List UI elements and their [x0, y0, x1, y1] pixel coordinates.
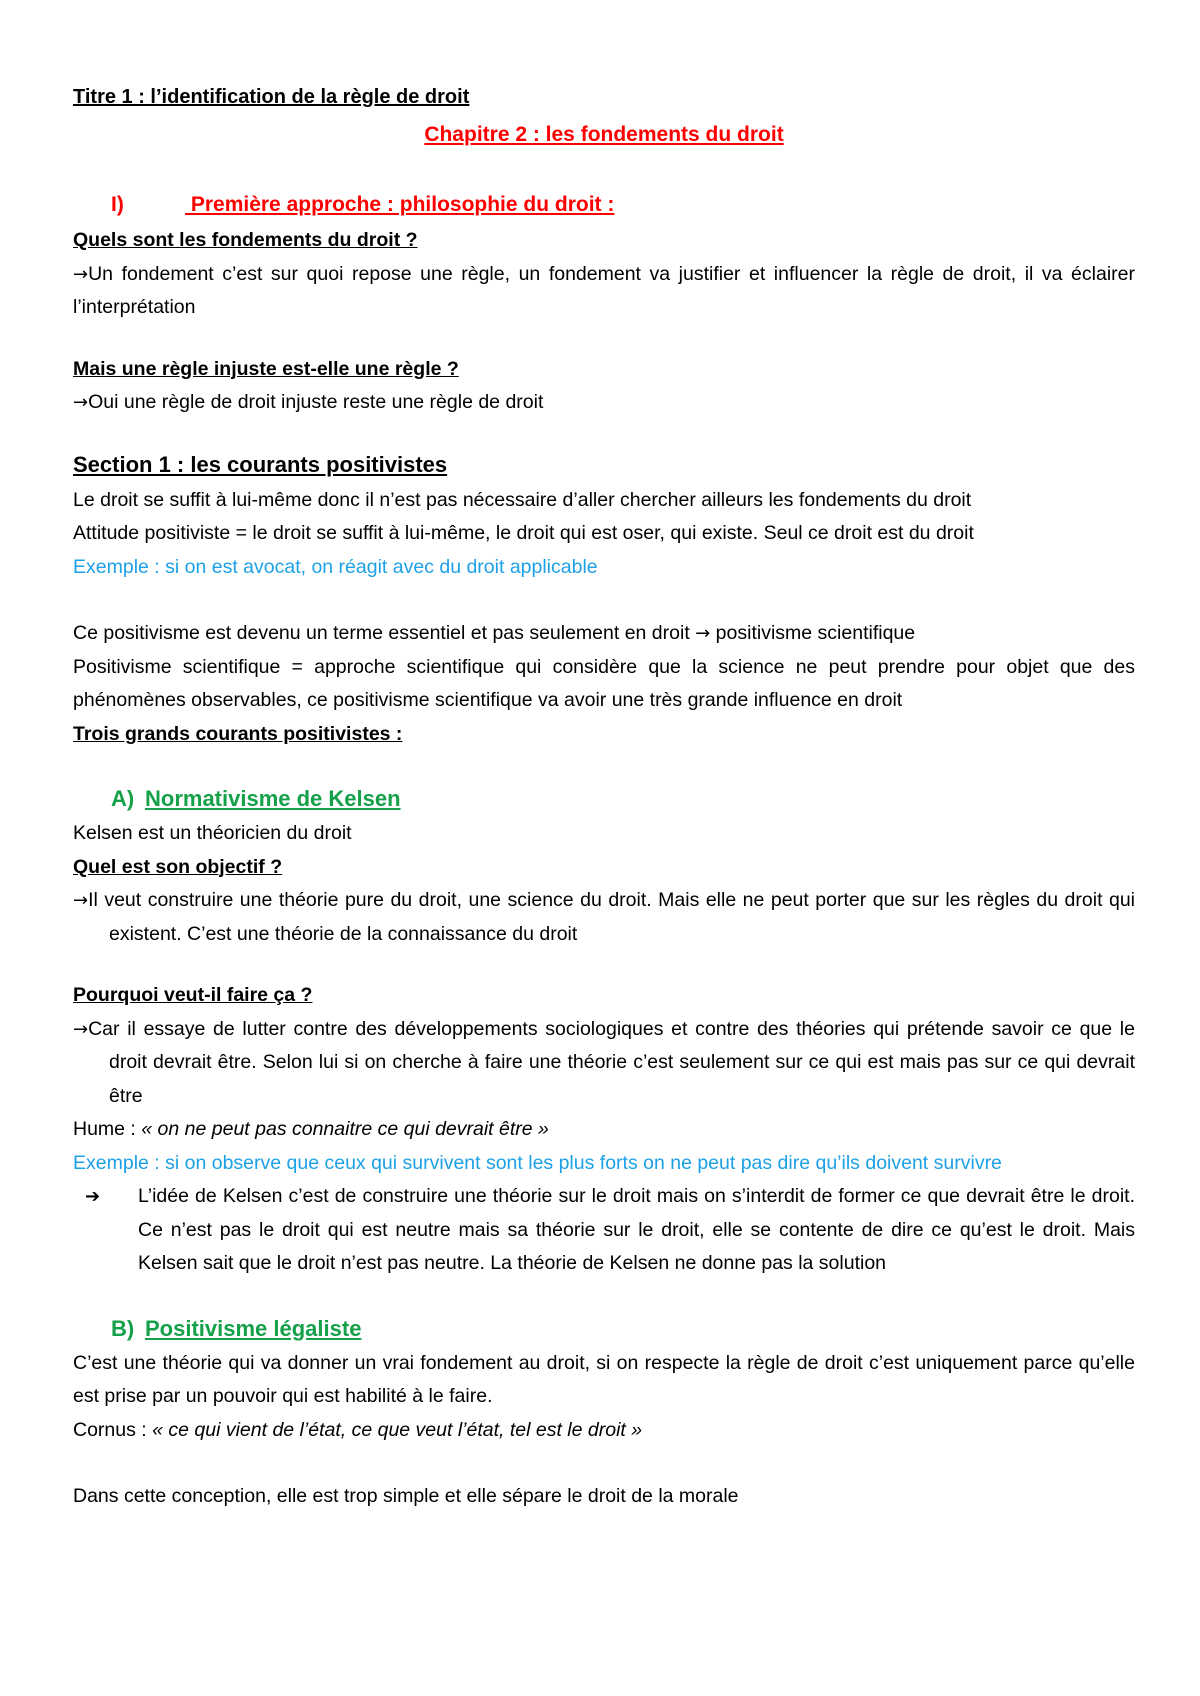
- subsection-number: A): [111, 786, 135, 811]
- subsection-number: B): [111, 1315, 135, 1341]
- paragraph: Dans cette conception, elle est trop simple et elle sépare le droit de la morale: [73, 1485, 739, 1507]
- answer-objectif-text: Il veut construire une théorie pure du droit, une science du droit. Mais elle ne peut porter que sur les règles du droit qui existent. C’est une théorie de la connaissance du droit: [88, 889, 1135, 945]
- subsection-heading-a: [73, 781, 1135, 817]
- question-pourquoi: Pourquoi veut-il faire ça ?: [73, 984, 313, 1006]
- answer-regle-injuste-text: Oui une règle de droit injuste reste une règle de droit: [88, 391, 544, 413]
- question-fondements: Quels sont les fondements du droit ?: [73, 229, 418, 251]
- subheading-trois-courants: Trois grands courants positivistes :: [73, 722, 403, 745]
- subsection-title: Positivisme légaliste: [145, 1315, 362, 1341]
- document-title: Titre 1 : l’identification de la règle de droit: [73, 86, 470, 108]
- paragraph: Le droit se suffit à lui-même donc il n’est pas nécessaire d’aller chercher ailleurs les fondements du droit: [73, 488, 972, 511]
- paragraph-part: positivisme scientifique: [710, 622, 916, 644]
- part-number: I): [111, 193, 124, 216]
- answer-pourquoi-text: Car il essaye de lutter contre des développements sociologiques et contre des théories qui prétende savoir ce que le droit devrait être. Selon lui si on cherche à faire une théorie c’est seulement sur ce qui est mais pas sur ce qui devrait être: [88, 1017, 1135, 1107]
- subsection-title: Normativisme de Kelsen: [145, 786, 401, 811]
- quote-text: « ce qui vient de l’état, ce que veut l’état, tel est le droit »: [152, 1418, 643, 1441]
- paragraph: Attitude positiviste = le droit se suffit à lui-même, le droit qui est oser, qui existe. Seul ce droit est du droit: [73, 522, 974, 544]
- chapter-heading: Chapitre 2 : les fondements du droit: [424, 123, 784, 146]
- hume-quote: [73, 1113, 1135, 1147]
- question-regle-injuste: Mais une règle injuste est-elle une règle ?: [73, 357, 459, 380]
- quote-author: Hume :: [73, 1118, 142, 1140]
- paragraph: Kelsen est un théoricien du droit: [73, 822, 352, 844]
- bullet-text: L’idée de Kelsen c’est de construire une théorie sur le droit mais on s’interdit de former ce que devrait être le droit. Ce n’est pas le droit qui est neutre mais sa théorie sur le droit, elle se contente de dire ce qu’est le droit. Mais Kelsen sait que le droit n’est pas neutre. La théorie de Kelsen ne donne pas la solution: [138, 1185, 1135, 1274]
- question-objectif: Quel est son objectif ?: [73, 855, 283, 878]
- paragraph-part: Ce positivisme est devenu un terme essentiel et pas seulement en droit: [73, 622, 696, 644]
- paragraph: Positivisme scientifique = approche scientifique qui considère que la science ne peut prendre pour objet que des phénomènes observables, ce positivisme scientifique va avoir une très grande influence en droit: [73, 655, 1135, 711]
- answer-fondements-text: Un fondement c’est sur quoi repose une règle, un fondement va justifier et influencer la règle de droit, il va éclairer l’interprétation: [73, 262, 1135, 318]
- paragraph: [73, 617, 1135, 651]
- document-page: [73, 78, 1135, 1514]
- answer-objectif: [73, 884, 1135, 951]
- arrow-icon: →: [73, 1018, 89, 1040]
- subsection-heading-b: [73, 1311, 1135, 1347]
- answer-fondements: [73, 258, 1135, 325]
- cornus-quote: [73, 1414, 1135, 1448]
- bullet-item: [73, 1180, 1135, 1281]
- part-heading: [73, 186, 1135, 224]
- example-text: Exemple : si on est avocat, on réagit avec du droit applicable: [73, 555, 598, 578]
- arrow-icon: →: [73, 263, 89, 285]
- section-heading: Section 1 : les courants positivistes: [73, 451, 448, 477]
- paragraph: C’est une théorie qui va donner un vrai fondement au droit, si on respecte la règle de droit c’est uniquement parce qu’elle est prise par un pouvoir qui est habilité à le faire.: [73, 1351, 1135, 1407]
- answer-pourquoi: [73, 1013, 1135, 1114]
- bullet-arrow-icon: ➔: [85, 1186, 101, 1207]
- arrow-icon: →: [73, 392, 89, 413]
- quote-author: Cornus :: [73, 1418, 153, 1441]
- quote-text: « on ne peut pas connaitre ce qui devrait être »: [141, 1118, 549, 1140]
- part-title: Première approche : philosophie du droit :: [185, 193, 615, 216]
- arrow-icon: →: [73, 890, 89, 911]
- arrow-icon: →: [695, 623, 711, 644]
- example-text: Exemple : si on observe que ceux qui survivent sont les plus forts on ne peut pas dire qu’ils doivent survivre: [73, 1151, 1002, 1174]
- answer-regle-injuste: [73, 386, 1135, 420]
